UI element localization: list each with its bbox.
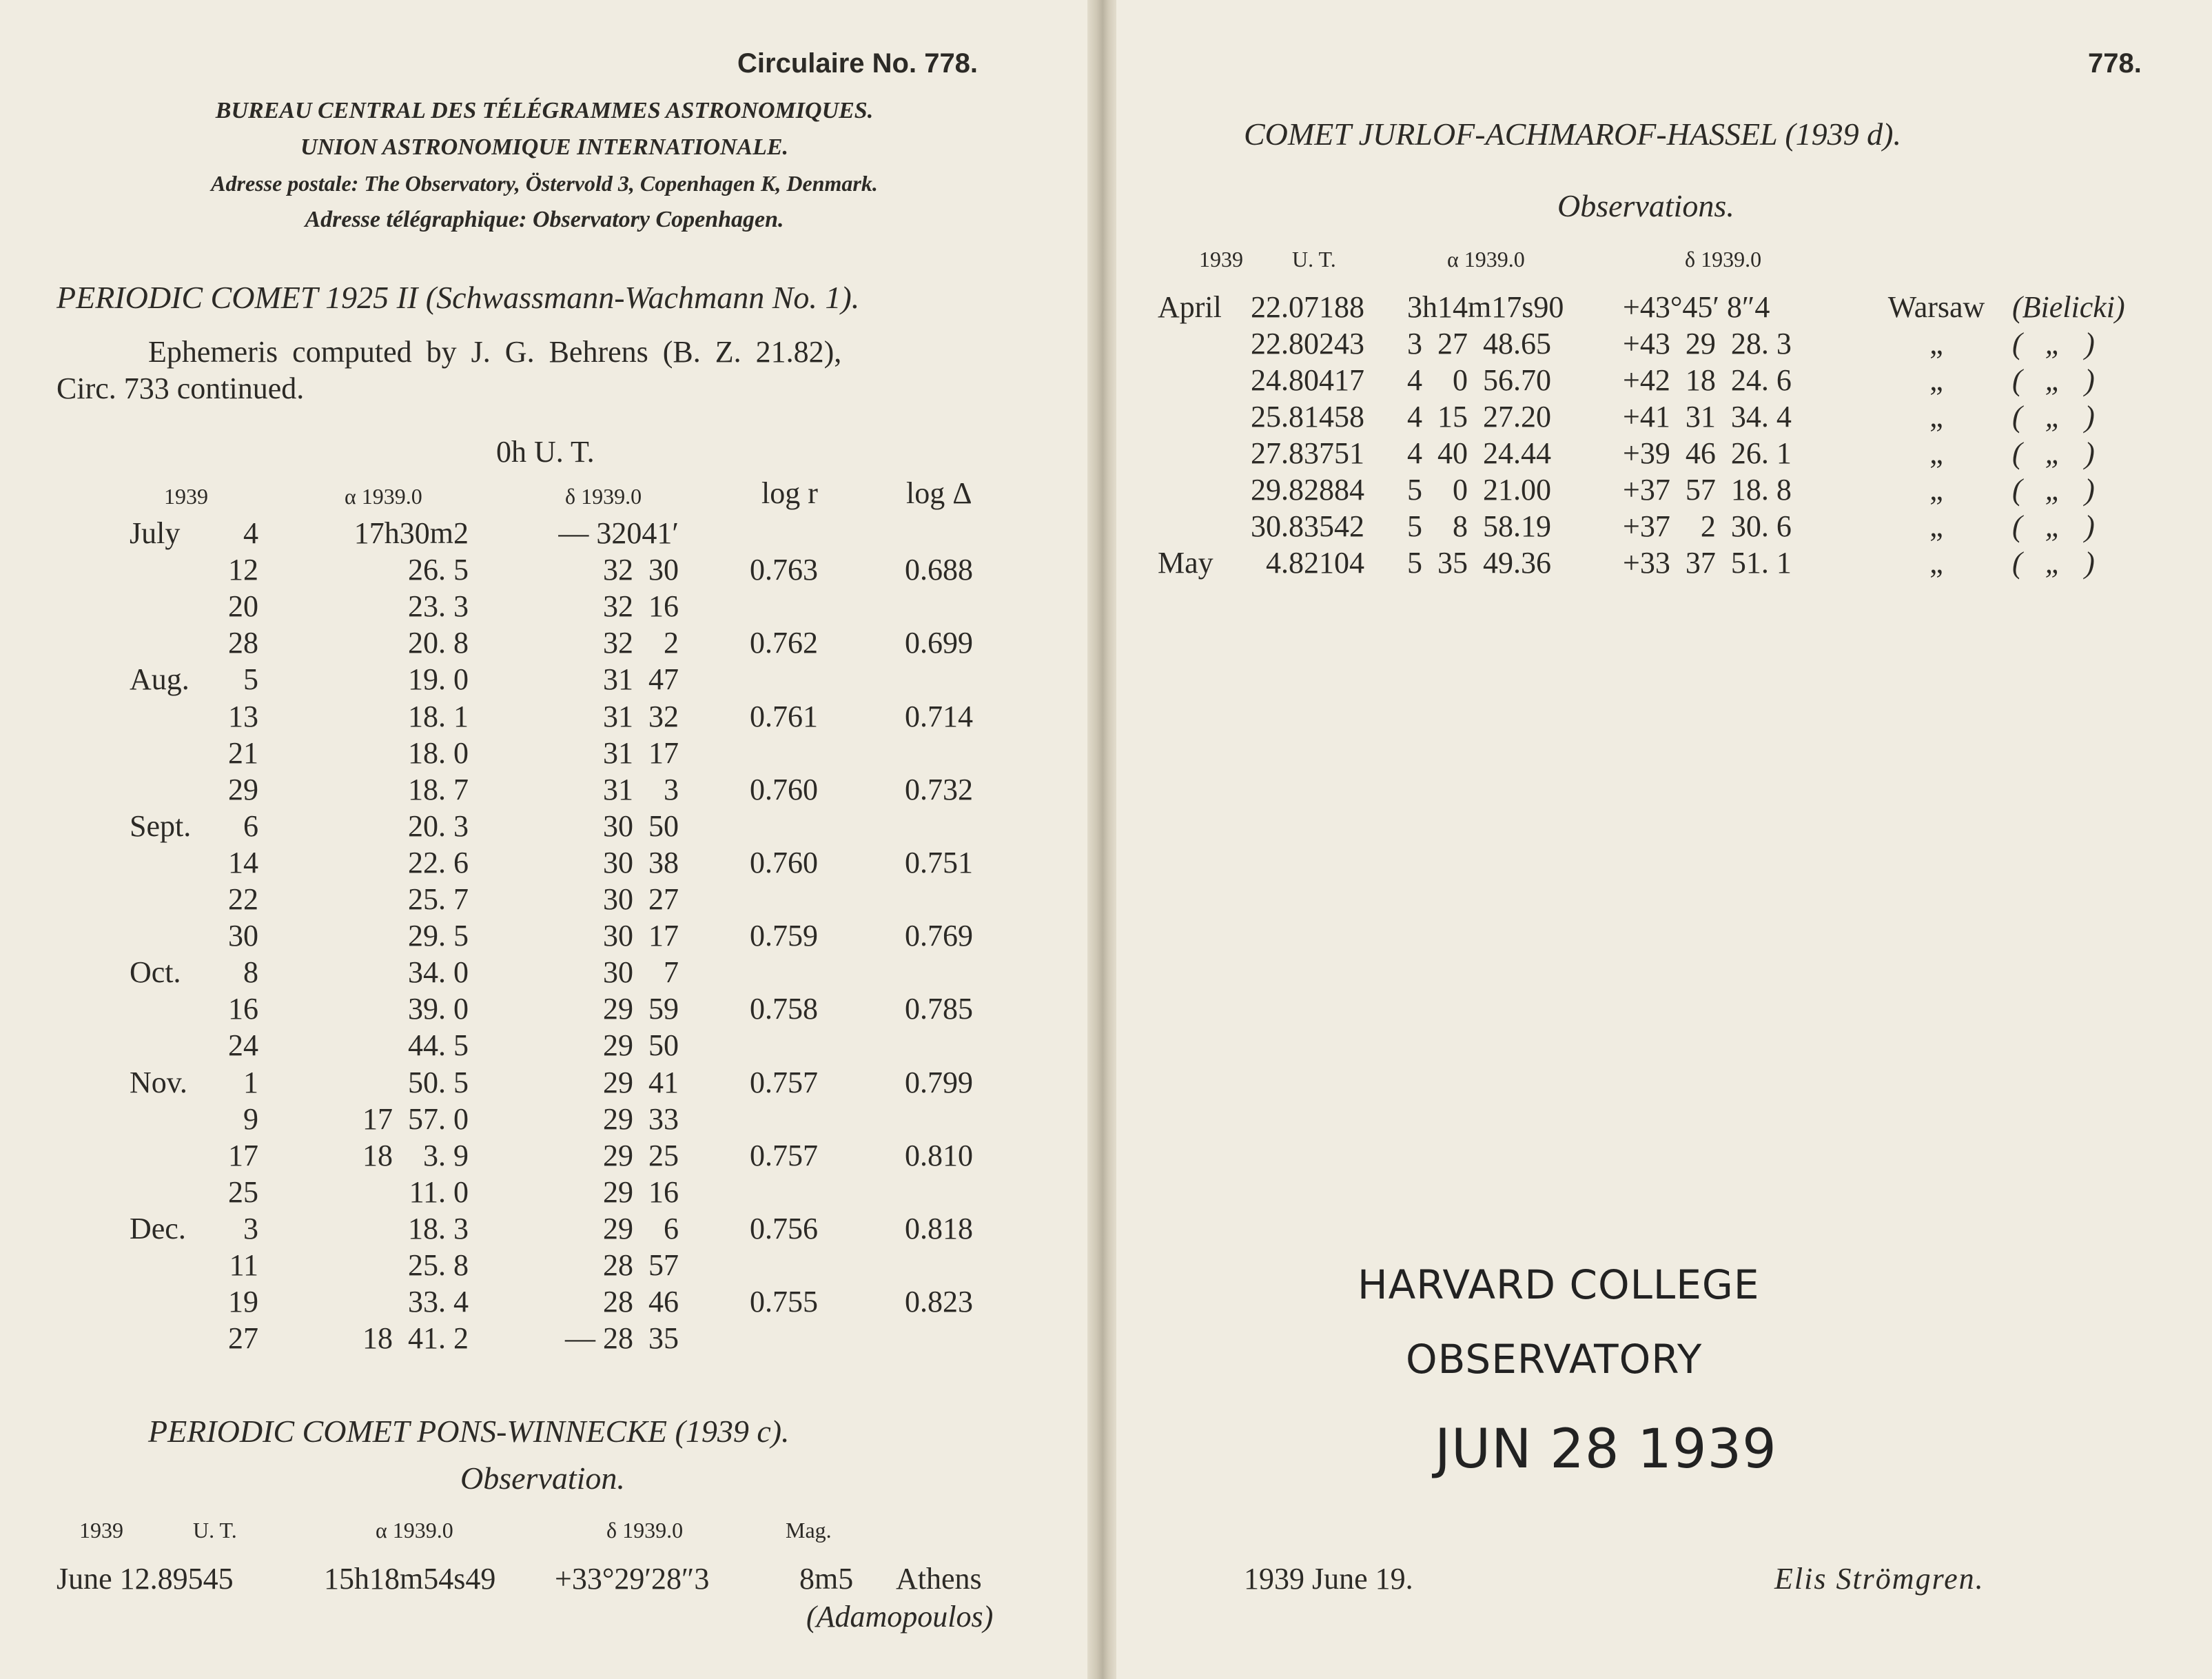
cell-ra: 29. 5	[408, 919, 469, 953]
cell-log-delta: 0.732	[905, 772, 973, 806]
obs3-header-ut: U. T.	[1292, 247, 1336, 272]
cell-dec: +39 46 26. 1	[1623, 436, 1792, 470]
cell-ra: 4 40 24.44	[1407, 436, 1551, 470]
cell-observer: ( „ )	[2012, 509, 2095, 543]
cell-log-r: 0.755	[750, 1285, 818, 1319]
cell-month: Sept.	[130, 808, 192, 843]
cell-ra: 19. 0	[408, 662, 469, 697]
obs-header-year: 1939	[79, 1518, 123, 1543]
cell-month: Oct.	[130, 955, 181, 990]
cell-dec: 30 38	[603, 845, 679, 879]
cell-ra: 5 35 49.36	[1407, 546, 1551, 580]
cell-log-r: 0.760	[750, 845, 818, 879]
cell-day: 13	[228, 699, 258, 733]
cell-day: 3	[243, 1211, 258, 1245]
obs-header-dec: δ 1939.0	[606, 1518, 684, 1543]
cell-day: 22	[228, 882, 258, 916]
cell-observer: ( „ )	[2012, 436, 2095, 470]
stamp-line-3: JUN 28 1939	[1435, 1418, 1777, 1480]
cell-dec: 31 47	[603, 662, 679, 697]
cell-ra: 5 8 58.19	[1407, 509, 1551, 543]
cell-dec: 29 59	[603, 992, 679, 1026]
cell-dec: 31 3	[603, 772, 679, 806]
cell-place: Warsaw	[1887, 290, 1985, 324]
bureau-line: Adresse télégraphique: Observatory Copenhagen.	[305, 207, 784, 232]
stamp-line-2: OBSERVATORY	[1406, 1336, 1703, 1383]
obs-observer: (Adamopoulos)	[806, 1600, 994, 1634]
obs-header-mag: Mag.	[786, 1518, 832, 1543]
comet2-title: PERIODIC COMET PONS-WINNECKE (1939 c).	[148, 1414, 790, 1449]
cell-ra: 17 57. 0	[362, 1101, 469, 1136]
footer-date: 1939 June 19.	[1244, 1562, 1413, 1596]
cell-dec: +41 31 34. 4	[1623, 400, 1792, 434]
cell-place: „	[1929, 327, 1943, 360]
cell-ra: 18. 7	[408, 772, 469, 806]
cell-log-r: 0.756	[750, 1211, 818, 1245]
cell-day: 8	[243, 955, 258, 990]
cell-log-r: 0.759	[750, 919, 818, 953]
comet3-title: COMET JURLOF-ACHMAROF-HASSEL (1939 d).	[1244, 116, 1901, 152]
comet1-intro-line2: Circ. 733 continued.	[57, 372, 305, 405]
cell-dec: 32 2	[603, 626, 679, 660]
cell-day: 11	[229, 1248, 258, 1282]
cell-ut: 4.82104	[1266, 546, 1364, 580]
cell-log-r: 0.762	[750, 626, 818, 660]
cell-month: Nov.	[130, 1065, 187, 1099]
cell-day: 6	[243, 808, 258, 843]
cell-log-r: 0.758	[750, 992, 818, 1026]
cell-dec: +43°45′ 8″4	[1623, 290, 1770, 324]
cell-dec: 29 50	[603, 1028, 679, 1063]
cell-dec: +37 2 30. 6	[1623, 509, 1792, 543]
cell-ut: 24.80417	[1251, 363, 1364, 397]
signature: Elis Strömgren.	[1774, 1562, 1985, 1596]
cell-day: 29	[228, 772, 258, 806]
comet1-intro-line1: Ephemeris computed by J. G. Behrens (B. Z. 21.82),	[148, 335, 842, 369]
bureau-line: BUREAU CENTRAL DES TÉLÉGRAMMES ASTRONOMIQUES.	[215, 98, 874, 123]
cell-day: 20	[228, 589, 258, 624]
cell-ra: 17h30m2	[354, 516, 469, 550]
cell-day: 27	[228, 1321, 258, 1356]
col-header-log-r: log r	[761, 476, 818, 510]
cell-day: 12	[228, 553, 258, 587]
cell-ra: 4 15 27.20	[1407, 400, 1551, 434]
ut-header: 0h U. T.	[496, 435, 595, 469]
cell-ra: 5 0 21.00	[1407, 473, 1551, 507]
circular-number: Circulaire No. 778.	[737, 48, 979, 79]
cell-log-delta: 0.785	[905, 992, 973, 1026]
cell-ra: 26. 5	[408, 553, 469, 587]
cell-day: 16	[228, 992, 258, 1026]
col-header-dec: δ 1939.0	[565, 484, 642, 509]
cell-log-r: 0.761	[750, 699, 818, 733]
cell-day: 24	[228, 1028, 258, 1063]
cell-ra: 18. 0	[408, 735, 469, 770]
cell-dec: 29 16	[603, 1174, 679, 1209]
cell-ut: 30.83542	[1251, 509, 1364, 543]
cell-dec: 31 32	[603, 699, 679, 733]
obs-dec: +33°29′28″3	[555, 1562, 710, 1596]
cell-day: 17	[228, 1138, 258, 1172]
cell-day: 1	[243, 1065, 258, 1099]
col-header-year: 1939	[164, 484, 208, 509]
obs-date: June 12.89545	[57, 1562, 234, 1596]
page-number: 778.	[2088, 48, 2142, 79]
cell-log-delta: 0.688	[905, 553, 973, 587]
cell-dec: 30 50	[603, 808, 679, 843]
cell-log-delta: 0.769	[905, 919, 973, 953]
cell-log-delta: 0.699	[905, 626, 973, 660]
cell-day: 14	[228, 845, 258, 879]
bureau-line: UNION ASTRONOMIQUE INTERNATIONALE.	[300, 134, 789, 160]
cell-ra: 18. 3	[408, 1211, 469, 1245]
cell-log-delta: 0.823	[905, 1285, 973, 1319]
cell-ra: 23. 3	[408, 589, 469, 624]
cell-dec: 30 17	[603, 919, 679, 953]
cell-dec: — 28 35	[565, 1321, 679, 1356]
cell-day: 4	[243, 516, 258, 550]
cell-ut: 25.81458	[1251, 400, 1364, 434]
obs-header-ra: α 1939.0	[376, 1518, 453, 1543]
cell-ra: 39. 0	[408, 992, 469, 1026]
cell-dec: 29 33	[603, 1101, 679, 1136]
cell-log-delta: 0.818	[905, 1211, 973, 1245]
obs3-header-year: 1939	[1199, 247, 1243, 272]
cell-dec: 29 25	[603, 1138, 679, 1172]
cell-month: Dec.	[130, 1211, 186, 1245]
cell-ra: 18. 1	[408, 699, 469, 733]
cell-dec: 32 16	[603, 589, 679, 624]
cell-ra: 44. 5	[408, 1028, 469, 1063]
cell-log-delta: 0.799	[905, 1065, 973, 1099]
cell-day: 25	[228, 1174, 258, 1209]
cell-ut: 22.80243	[1251, 327, 1364, 360]
obs-place: Athens	[896, 1562, 982, 1596]
cell-ra: 3h14m17s90	[1407, 290, 1564, 324]
obs-mag: 8m5	[799, 1562, 854, 1596]
cell-log-r: 0.760	[750, 772, 818, 806]
page-gutter	[1087, 0, 1118, 1679]
cell-log-delta: 0.751	[905, 845, 973, 879]
cell-ra: 11. 0	[409, 1174, 469, 1209]
cell-observer: ( „ )	[2012, 327, 2095, 360]
cell-ra: 25. 8	[408, 1248, 469, 1282]
cell-month: July	[130, 516, 181, 550]
cell-ra: 4 0 56.70	[1407, 363, 1551, 397]
cell-ut: 27.83751	[1251, 436, 1364, 470]
obs-header-ut: U. T.	[193, 1518, 237, 1543]
cell-observer: (Bielicki)	[2012, 290, 2125, 324]
cell-month: April	[1158, 290, 1222, 324]
cell-log-r: 0.757	[750, 1065, 818, 1099]
cell-place: „	[1929, 436, 1943, 470]
cell-dec: 31 17	[603, 735, 679, 770]
cell-dec: +37 57 18. 8	[1623, 473, 1792, 507]
comet3-subtitle: Observations.	[1557, 188, 1734, 223]
obs3-header-dec: δ 1939.0	[1685, 247, 1762, 272]
cell-dec: 30 7	[603, 955, 679, 990]
cell-log-r: 0.757	[750, 1138, 818, 1172]
cell-place: „	[1929, 400, 1943, 434]
cell-ra: 33. 4	[408, 1285, 469, 1319]
cell-log-r: 0.763	[750, 553, 818, 587]
cell-ra: 50. 5	[408, 1065, 469, 1099]
cell-dec: 29 6	[603, 1211, 679, 1245]
cell-ra: 22. 6	[408, 845, 469, 879]
comet2-subtitle: Observation.	[460, 1461, 625, 1496]
stamp-line-1: HARVARD COLLEGE	[1358, 1261, 1760, 1308]
cell-dec: +33 37 51. 1	[1623, 546, 1792, 580]
cell-log-delta: 0.810	[905, 1138, 973, 1172]
cell-month: Aug.	[130, 662, 190, 697]
cell-place: „	[1929, 473, 1943, 507]
cell-day: 19	[228, 1285, 258, 1319]
cell-observer: ( „ )	[2012, 473, 2095, 507]
cell-dec: 30 27	[603, 882, 679, 916]
cell-place: „	[1929, 363, 1943, 397]
cell-ut: 22.07188	[1251, 290, 1364, 324]
col-header-log-delta: log Δ	[906, 476, 972, 510]
cell-day: 28	[228, 626, 258, 660]
cell-day: 9	[243, 1101, 258, 1136]
cell-month: May	[1158, 546, 1213, 580]
col-header-ra: α 1939.0	[345, 484, 422, 509]
cell-dec: 32 30	[603, 553, 679, 587]
left-page	[0, 0, 1089, 1679]
cell-log-delta: 0.714	[905, 699, 973, 733]
cell-ra: 20. 3	[408, 808, 469, 843]
cell-day: 30	[228, 919, 258, 953]
obs3-header-ra: α 1939.0	[1447, 247, 1525, 272]
cell-dec: +42 18 24. 6	[1623, 363, 1792, 397]
comet1-title: PERIODIC COMET 1925 II (Schwassmann-Wachmann No. 1).	[57, 280, 860, 315]
bureau-line: Adresse postale: The Observatory, Östervold 3, Copenhagen K, Denmark.	[211, 171, 878, 196]
cell-observer: ( „ )	[2012, 546, 2095, 580]
cell-ra: 20. 8	[408, 626, 469, 660]
cell-ut: 29.82884	[1251, 473, 1364, 507]
cell-dec: 28 57	[603, 1248, 679, 1282]
cell-ra: 3 27 48.65	[1407, 327, 1551, 360]
cell-dec: 28 46	[603, 1285, 679, 1319]
cell-dec: 29 41	[603, 1065, 679, 1099]
cell-observer: ( „ )	[2012, 400, 2095, 434]
cell-dec: — 32041′	[558, 516, 679, 550]
cell-ra: 25. 7	[408, 882, 469, 916]
cell-place: „	[1929, 546, 1943, 580]
cell-dec: +43 29 28. 3	[1623, 327, 1792, 360]
cell-day: 21	[228, 735, 258, 770]
cell-ra: 18 3. 9	[362, 1138, 469, 1172]
cell-ra: 18 41. 2	[362, 1321, 469, 1356]
cell-day: 5	[243, 662, 258, 697]
cell-observer: ( „ )	[2012, 363, 2095, 397]
obs-ra: 15h18m54s49	[324, 1562, 496, 1596]
cell-place: „	[1929, 509, 1943, 543]
cell-ra: 34. 0	[408, 955, 469, 990]
right-page	[1116, 0, 2212, 1679]
